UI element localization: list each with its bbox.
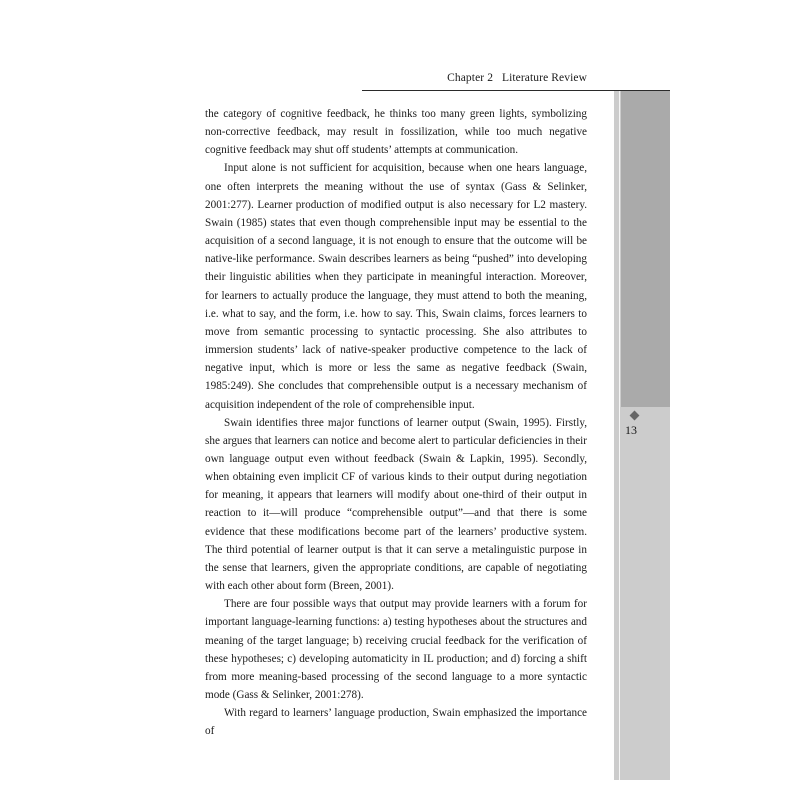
page-number: 13 (625, 423, 637, 437)
running-head: Chapter 2 Literature Review (447, 72, 587, 84)
paragraph: There are four possible ways that output may provide learners with a forum for important language-learning functions: a) testing hypotheses about the structures and meaning of the target language; b) receiving crucial feedback for the verification of these hypotheses; c) developing automaticity in IL production; and d) forcing a shift from more meaning-based processing of the second language to a more syntactic mode (Gass & Selinker, 2001:278). (205, 598, 587, 701)
paragraph-continued: the category of cognitive feedback, he thinks too many green lights, symbolizing non-corrective feedback, may result in fossilization, while too much negative cognitive feedback may shut off students’ attempts at communication. (205, 108, 587, 157)
paragraph: Swain identifies three major functions of learner output (Swain, 1995). Firstly, she argues that learners can notice and become alert to particular deficiencies in their own language output even without feedback (Swain & Lapkin, 1995). Secondly, when obtaining even implicit CF of various kinds to their output during negotiation for meaning, it appears that learners will modify about one-third of their output in reaction to it—will produce “comprehensible output”—and that there is some evidence that these modifications become part of the learners’ productive system. The third potential of learner output is that it can serve a metalinguistic purpose in the sense that learners, given the appropriate conditions, are capable of negotiating with each other about form (Breen, 2001). (205, 416, 587, 593)
paragraph: With regard to learners’ language production, Swain emphasized the importance of (205, 707, 587, 738)
margin-band-line (619, 91, 620, 780)
margin-band-shade (621, 91, 670, 407)
paragraph: Input alone is not sufficient for acquisition, because when one hears language, one often interprets the meaning without the use of syntax (Gass & Selinker, 2001:277). Learner production of modified output is also necessary for L2 mastery. Swain (1985) states that even though comprehensible input may be essential to the acquisition of a second language, it is not enough to ensure that the outcome will be native-like performance. Swain describes learners as being “pushed” into developing their linguistic abilities when they participate in meaningful interaction. Moreover, for learners to actually produce the language, they must attend to both the meaning, i.e. what to say, and the form, i.e. how to say. This, Swain claims, forces learners to move from semantic processing to syntactic processing. She also attributes to immersion students’ lack of native-speaker productive competence to the lack of negative input, which is more or less the same as negative feedback (Swain, 1985:249). She concludes that comprehensible output is a necessary mechanism of acquisition independent of the role of comprehensible input. (205, 162, 587, 411)
header-rule (362, 90, 670, 91)
body-text (205, 105, 587, 740)
